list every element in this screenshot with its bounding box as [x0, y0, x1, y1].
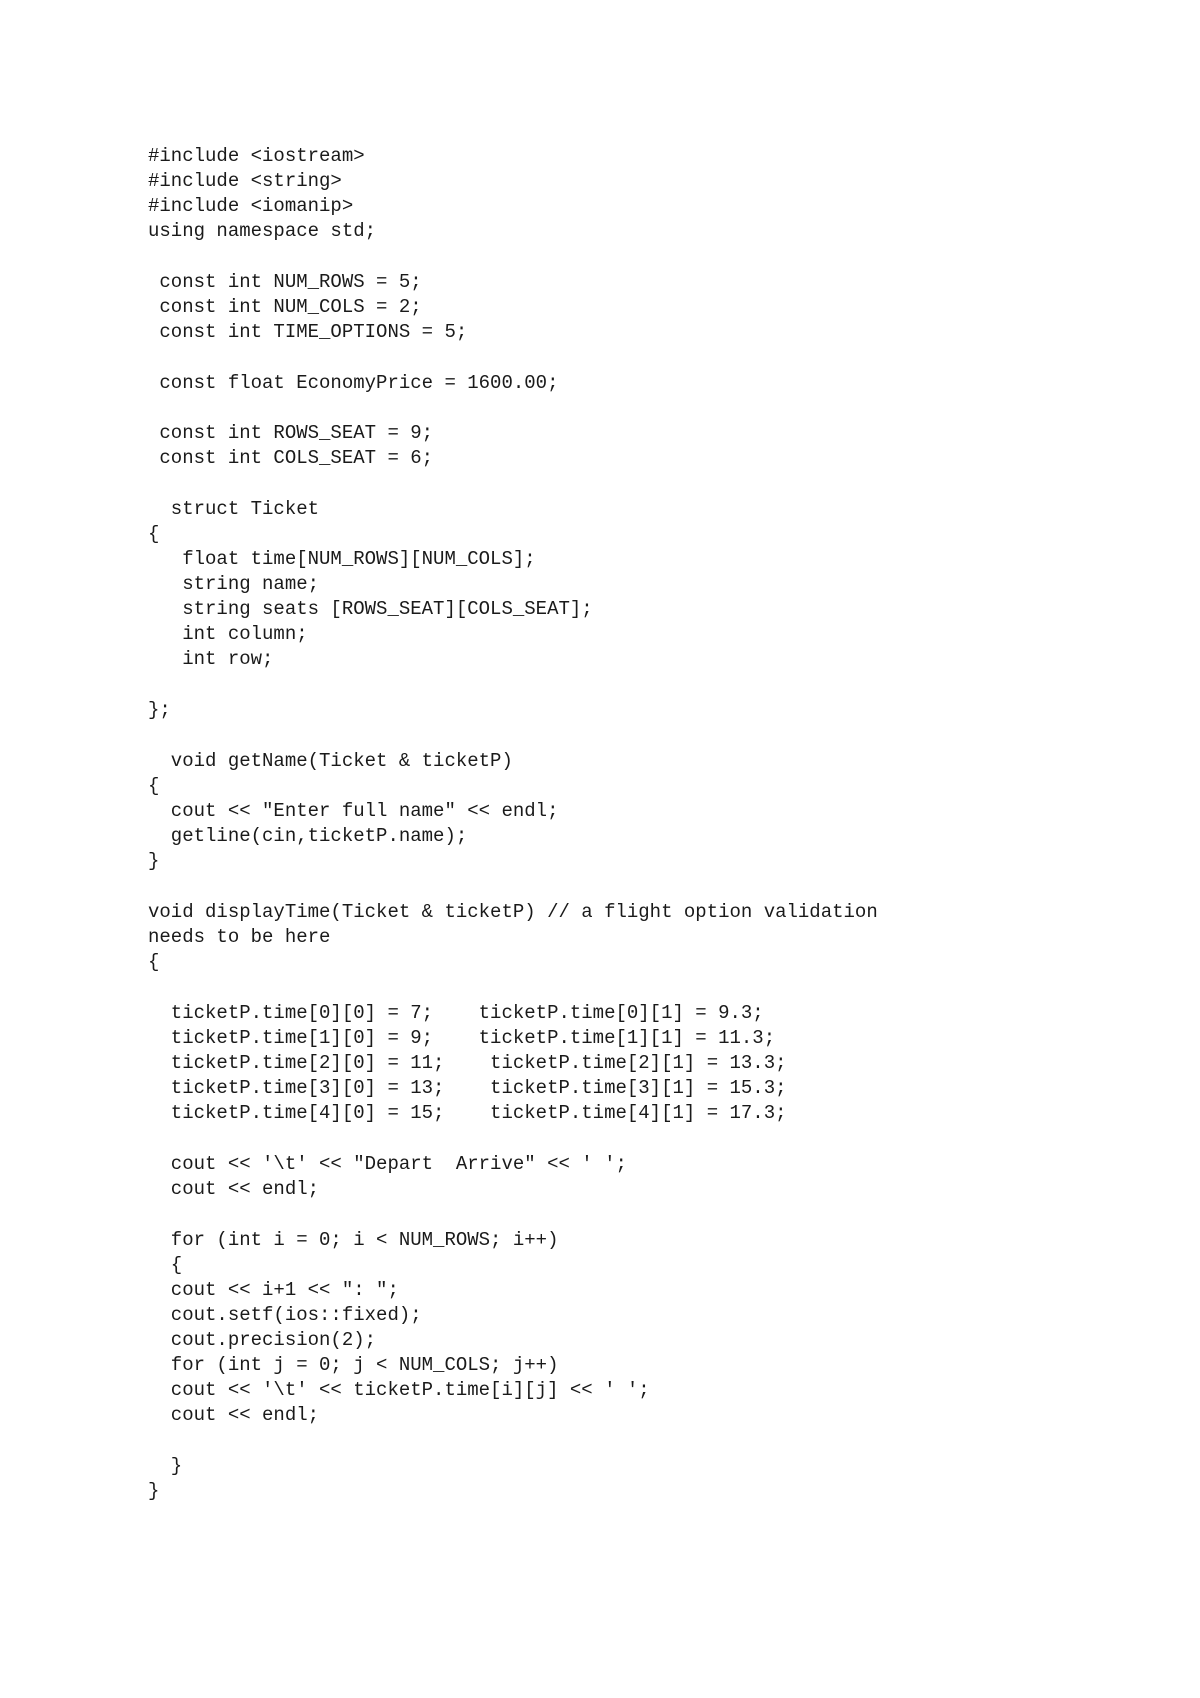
code-line: const int TIME_OPTIONS = 5; [148, 321, 468, 343]
code-line: cout.setf(ios::fixed); [148, 1304, 422, 1326]
code-line: cout << "Enter full name" << endl; [148, 800, 559, 822]
code-line: #include <iostream> [148, 145, 365, 167]
code-line: ticketP.time[3][0] = 13; ticketP.time[3][1] = 15.3; [148, 1077, 787, 1099]
code-line: const int ROWS_SEAT = 9; [148, 422, 434, 444]
code-line: struct Ticket [148, 498, 320, 520]
code-line: ticketP.time[1][0] = 9; ticketP.time[1][1] = 11.3; [148, 1027, 776, 1049]
code-line: { [148, 523, 160, 545]
code-line: needs to be here [148, 926, 331, 948]
code-line: const float EconomyPrice = 1600.00; [148, 372, 559, 394]
code-line: ticketP.time[2][0] = 11; ticketP.time[2][1] = 13.3; [148, 1052, 787, 1074]
code-line: for (int j = 0; j < NUM_COLS; j++) [148, 1354, 559, 1376]
code-line: void getName(Ticket & ticketP) [148, 750, 513, 772]
code-line: const int COLS_SEAT = 6; [148, 447, 434, 469]
code-line: } [148, 1455, 183, 1477]
code-line: cout << endl; [148, 1178, 320, 1200]
code-line: ticketP.time[4][0] = 15; ticketP.time[4][1] = 17.3; [148, 1102, 787, 1124]
code-line: { [148, 951, 160, 973]
code-line: int row; [148, 648, 274, 670]
code-line: cout << '\t' << "Depart Arrive" << ' '; [148, 1153, 627, 1175]
code-line: cout.precision(2); [148, 1329, 377, 1351]
code-line: ticketP.time[0][0] = 7; ticketP.time[0][1] = 9.3; [148, 1002, 764, 1024]
code-line: } [148, 1480, 160, 1502]
code-line: cout << '\t' << ticketP.time[i][j] << ' '; [148, 1379, 650, 1401]
code-line: getline(cin,ticketP.name); [148, 825, 468, 847]
code-line: #include <iomanip> [148, 195, 354, 217]
code-line: int column; [148, 623, 308, 645]
code-line: using namespace std; [148, 220, 377, 242]
code-line: const int NUM_COLS = 2; [148, 296, 422, 318]
code-line: #include <string> [148, 170, 342, 192]
code-line: { [148, 775, 160, 797]
code-line: string seats [ROWS_SEAT][COLS_SEAT]; [148, 598, 593, 620]
code-line: cout << endl; [148, 1404, 320, 1426]
code-line: float time[NUM_ROWS][NUM_COLS]; [148, 548, 536, 570]
code-line: } [148, 850, 160, 872]
code-line: void displayTime(Ticket & ticketP) // a flight option validation [148, 901, 878, 923]
code-line: const int NUM_ROWS = 5; [148, 271, 422, 293]
code-line: { [148, 1254, 183, 1276]
code-line: }; [148, 699, 171, 721]
code-line: cout << i+1 << ": "; [148, 1279, 399, 1301]
code-line: for (int i = 0; i < NUM_ROWS; i++) [148, 1229, 559, 1251]
code-line: string name; [148, 573, 320, 595]
